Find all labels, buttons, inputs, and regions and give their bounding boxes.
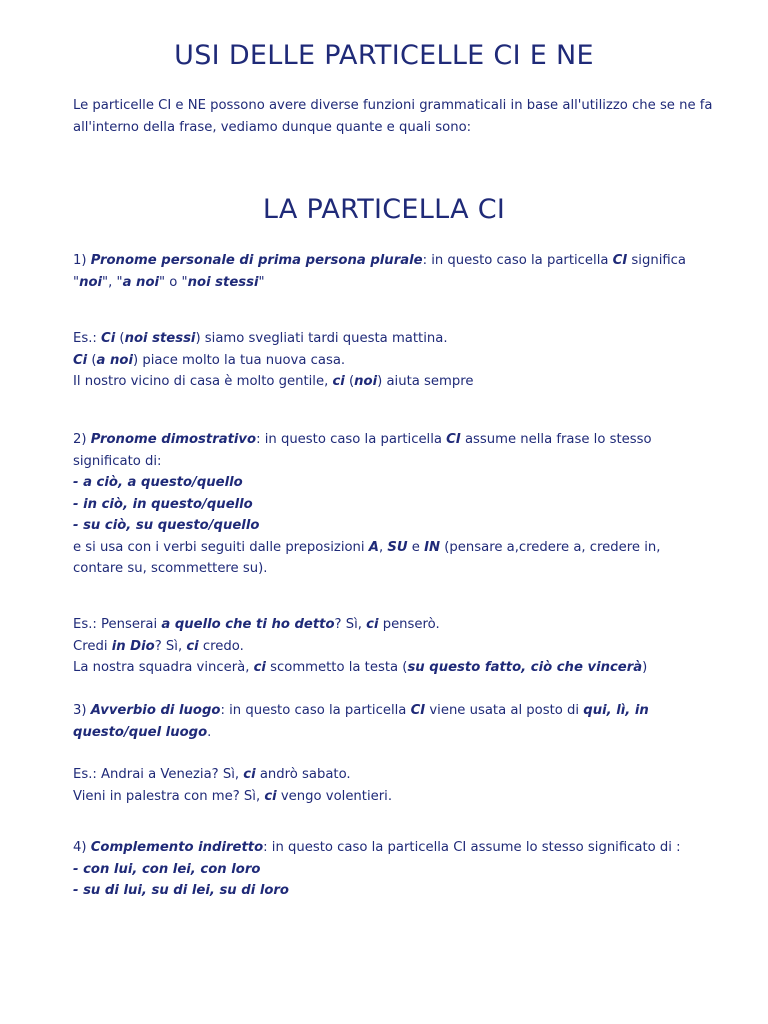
intro-paragraph: Le particelle CI e NE possono avere diverse funzioni grammaticali in base all'utilizzo che se ne fa all'interno della frase, vediamo dunque quante e quali sono: [73, 98, 713, 135]
list-item: - in ciò, in questo/quello [73, 496, 253, 512]
example-2 [73, 614, 713, 679]
section-1 [73, 250, 713, 293]
example-line: Il nostro vicino di casa è molto gentile, ci (noi) aiuta sempre [73, 374, 474, 389]
example-line: Credi in Dio? Sì, ci credo. [73, 638, 244, 654]
example-3 [73, 764, 713, 807]
list-item: - con lui, con lei, con loro [73, 861, 261, 877]
list-item: - a ciò, a questo/quello [73, 475, 243, 490]
page-title: USI DELLE PARTICELLE CI E NE [174, 40, 594, 71]
list-item: - su ciò, su questo/quello [73, 518, 260, 533]
section-3 [73, 700, 713, 743]
section-3-text: 3) Avverbio di luogo: in questo caso la particella CI viene usata al posto di qui, lì, in questo/quel luogo. [73, 703, 649, 740]
example-line: Vieni in palestra con me? Sì, ci vengo volentieri. [73, 788, 393, 804]
section-title: LA PARTICELLA CI [262, 194, 506, 225]
section-2-text: 2) Pronome dimostrativo: in questo caso la particella CI assume nella frase lo stesso significato di: [73, 432, 652, 469]
example-1 [73, 328, 713, 393]
example-line: Es.: Penserai a quello che ti ho detto? Sì, ci penserò. [73, 617, 440, 632]
example-line: Ci (a noi) piace molto la tua nuova casa. [73, 352, 346, 368]
section-2 [73, 429, 713, 580]
example-line: Es.: Ci (noi stessi) siamo svegliati tardi questa mattina. [73, 331, 448, 346]
list-item: - su di lui, su di lei, su di loro [73, 883, 289, 898]
section-4-text: 4) Complemento indiretto: in questo caso la particella CI assume lo stesso significato di : [73, 840, 681, 855]
section-1-text: 1) Pronome personale di prima persona plurale: in questo caso la particella CI significa "noi", "a noi" o "noi stessi" [73, 253, 686, 290]
section-4 [73, 837, 713, 902]
section-2-usage: e si usa con i verbi seguiti dalle preposizioni A, SU e IN (pensare a,credere a, credere in, contare su, scommettere su). [73, 539, 661, 576]
example-line: La nostra squadra vincerà, ci scommetto la testa (su questo fatto, ciò che vincerà) [73, 660, 648, 675]
example-line: Es.: Andrai a Venezia? Sì, ci andrò sabato. [73, 767, 351, 782]
